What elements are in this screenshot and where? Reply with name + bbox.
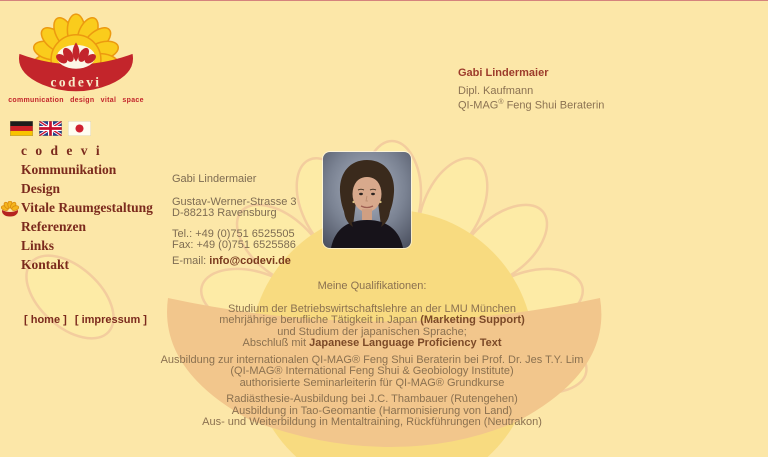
qualification-line: mehrjährige berufliche Tätigkeit in Japan (Marketing Support): [219, 314, 525, 326]
qualification-line: Ausbildung in Tao-Geomantie (Harmonisierung von Land): [231, 404, 513, 417]
sidebar-item-vitale-raumgestaltung[interactable]: [21, 200, 153, 219]
contact-street: Gustav-Werner-Strasse 3: [172, 195, 297, 208]
uk-flag-icon[interactable]: [39, 121, 62, 136]
language-switcher: [10, 121, 91, 136]
contact-fax: Fax: +49 (0)751 6525586: [172, 239, 296, 251]
sidebar-item-kommunikation[interactable]: Kommunikation: [21, 162, 117, 177]
qualification-line: (QI-MAG® International Feng Shui & Geobiology Institute): [230, 365, 514, 377]
contact-email-row: [172, 256, 297, 268]
contact-name: Gabi Lindermaier: [172, 173, 257, 185]
logo-tagline: communication design vital space: [8, 97, 144, 104]
contact-city: D-88213 Ravensburg: [172, 207, 277, 219]
sidebar-item-referenzen[interactable]: Referenzen: [21, 219, 86, 234]
impressum-link[interactable]: [ impressum ]: [74, 314, 147, 326]
qualifications-heading: Meine Qualifikationen:: [317, 280, 427, 292]
qualification-line: und Studium der japanischen Sprache;: [277, 325, 467, 338]
codevi-logo[interactable]: [12, 6, 140, 98]
contact-block: [172, 174, 297, 267]
sidebar-nav: [21, 143, 153, 276]
sidebar-item-links[interactable]: Links: [21, 238, 55, 253]
sidebar-item-codevi[interactable]: c o d e v i: [21, 143, 103, 158]
top-divider: [0, 0, 768, 1]
qualifications-group-studies: [107, 304, 637, 350]
contact-tel: Tel.: +49 (0)751 6525505: [172, 227, 295, 240]
qualification-line: Aus- und Weiterbildung in Mentaltraining, Rückführungen (Neutrakon): [202, 416, 542, 428]
sidebar-item-label: Vitale Raumgestaltung: [21, 200, 153, 215]
japan-flag-icon[interactable]: [68, 121, 91, 136]
profile-title-1: Dipl. Kaufmann: [458, 84, 534, 97]
registered-mark: ®: [498, 99, 504, 106]
qualification-line: authorisierte Seminarleiterin für QI-MAG® Grundkurse: [239, 376, 505, 389]
sun-icon: [0, 201, 20, 217]
profile-block: [458, 68, 604, 112]
portrait-photo: [323, 152, 411, 248]
qualification-line: Radiästhesie-Ausbildung bei J.C. Thambauer (Rutengehen): [226, 393, 518, 405]
logo-wordmark: codevi: [50, 74, 102, 90]
home-link[interactable]: [ home ]: [24, 314, 67, 326]
qualification-line: Ausbildung zur internationalen QI-MAG® Feng Shui Beraterin bei Prof. Dr. Jes T.Y. Lim: [160, 353, 584, 366]
qualifications-group-fengshui: [107, 355, 637, 390]
email-label: E-mail:: [172, 254, 210, 267]
email-link[interactable]: info@codevi.de: [209, 254, 291, 267]
sidebar-item-design[interactable]: Design: [21, 181, 61, 196]
qualifications-section: [107, 281, 637, 429]
qualification-line: Abschluß mit Japanese Language Proficiency Text: [242, 337, 502, 349]
profile-name: Gabi Lindermaier: [458, 67, 549, 79]
sidebar-item-kontakt[interactable]: Kontakt: [21, 257, 70, 272]
german-flag-icon[interactable]: [10, 121, 33, 136]
qualifications-group-other: [107, 394, 637, 429]
qualification-line: Studium der Betriebswirtschaftslehre an der LMU München: [228, 302, 516, 315]
profile-title-2: QI-MAG® Feng Shui Beraterin: [458, 99, 605, 112]
